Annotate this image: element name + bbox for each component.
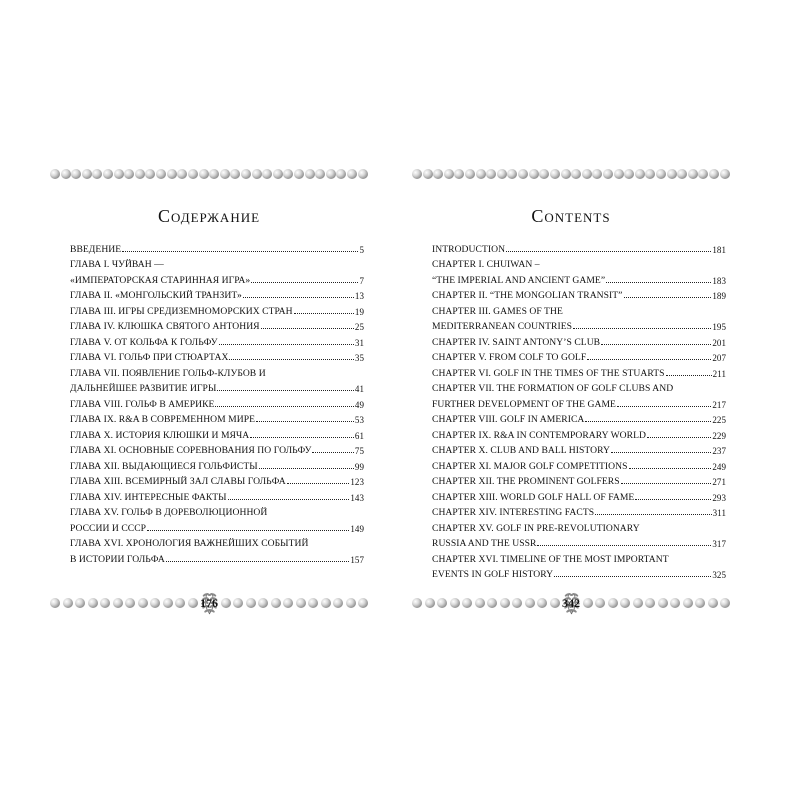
dot-leader [250,437,354,438]
pearl-bead-icon [150,598,160,608]
page-footer [50,590,368,616]
pearl-bead-icon [670,598,680,608]
pearl-bead-icon [138,598,148,608]
pearl-bead-icon [444,169,454,179]
dot-leader [147,530,349,531]
dot-leader [243,297,354,298]
toc-entry-title: ГЛАВА XII. ВЫДАЮЩИЕСЯ ГОЛЬФИСТЫ [70,460,258,472]
pearl-bead-icon [113,598,123,608]
toc-entry-page: 41 [354,384,364,394]
toc-entry [432,394,726,410]
pearl-bead-icon [462,598,472,608]
toc-entry [70,441,364,457]
pearl-bead-icon [88,598,98,608]
pearl-bead-icon [188,598,198,608]
dot-leader [261,328,354,329]
toc-entry-page: 19 [354,306,364,317]
toc-entry-page: 189 [712,291,726,301]
pearl-bead-icon [525,598,535,608]
pearl-bead-icon [608,598,618,608]
toc-entry-title: ГЛАВА XV. ГОЛЬФ В ДОРЕВОЛЮЦИОННОЙ [70,507,268,518]
table-of-contents [50,239,368,565]
toc-entry-page: 49 [354,399,364,410]
toc-entry-page: 311 [712,508,726,518]
pearl-bead-icon [603,169,613,179]
pearl-bead-icon [188,169,198,179]
right-page [412,160,730,610]
pearl-bead-icon [156,169,166,179]
footer-pearls-right [583,598,731,608]
dot-leader [624,297,712,298]
toc-entry-title: CHAPTER VI. GOLF IN THE TIMES OF THE STUARTS [432,367,665,379]
toc-entry-title: ГЛАВА VIII. ГОЛЬФ В АМЕРИКЕ [70,398,215,410]
dot-leader [617,406,711,407]
pearl-bead-icon [326,169,336,179]
toc-entry [70,348,364,364]
toc-entry-title: CHAPTER IX. R&A IN CONTEMPORARY WORLD [432,429,646,441]
pearl-bead-icon [167,169,177,179]
toc-entry-page: 229 [712,430,726,441]
pearl-bead-icon [537,598,547,608]
toc-entry [432,534,726,550]
dot-leader [587,359,711,360]
pearl-bead-icon [476,169,486,179]
pearl-bead-icon [273,169,283,179]
dot-leader [585,421,711,422]
pearl-bead-icon [61,169,71,179]
pearl-bead-icon [258,598,268,608]
pearl-bead-icon [124,169,134,179]
pearl-bead-icon [437,598,447,608]
toc-entry-title: ГЛАВА V. ОТ КОЛЬФА К ГОЛЬФУ [70,336,218,348]
toc-entry-page: 225 [712,415,726,425]
toc-entry [432,410,726,426]
toc-entry-title: ДАЛЬНЕЙШЕЕ РАЗВИТИЕ ИГРЫ [70,383,217,394]
toc-entry [432,503,726,519]
toc-entry [432,301,726,317]
dot-leader [573,328,711,329]
pearl-bead-icon [92,169,102,179]
toc-entry-title: В ИСТОРИИ ГОЛЬФА [70,553,165,565]
pearl-bead-icon [529,169,539,179]
toc-entry [432,472,726,488]
pearl-bead-icon [620,598,630,608]
toc-entry-page: 35 [354,353,364,363]
toc-entry [432,255,726,271]
pearl-bead-icon [695,598,705,608]
pearl-bead-icon [645,598,655,608]
toc-entry-title: ВВЕДЕНИЕ [70,243,122,255]
toc-entry [432,487,726,503]
toc-entry-title: ГЛАВА I. ЧУЙВАН — [70,259,164,270]
left-page [50,160,368,610]
pearl-bead-icon [271,598,281,608]
pearl-bead-icon [347,169,357,179]
toc-entry-page: 123 [350,477,364,487]
toc-entry [432,317,726,333]
pearl-bead-icon [221,598,231,608]
toc-entry-page: 99 [354,461,364,472]
page-number: 176 [200,595,218,610]
pearl-bead-icon [683,598,693,608]
toc-entry-title: CHAPTER XVI. TIMELINE OF THE MOST IMPORTANT [432,553,669,565]
pearl-bead-icon [475,598,485,608]
pearl-bead-icon [656,169,666,179]
page-footer [412,590,730,616]
toc-entry-title: ГЛАВА IV. КЛЮШКА СВЯТОГО АНТОНИЯ [70,321,260,332]
toc-entry-title: CHAPTER VIII. GOLF IN AMERICA [432,414,585,425]
pearl-bead-icon [454,169,464,179]
toc-entry-title: CHAPTER X. CLUB AND BALL HISTORY [432,445,611,456]
pearl-bead-icon [163,598,173,608]
toc-entry [70,518,364,534]
toc-entry-page: 149 [350,523,364,534]
pearl-bead-icon [412,598,422,608]
toc-entry [70,503,364,519]
toc-entry [432,441,726,457]
pearl-bead-icon [262,169,272,179]
pearl-bead-icon [633,598,643,608]
dot-leader [611,452,711,453]
pearl-bead-icon [667,169,677,179]
toc-entry-page: 143 [350,492,364,503]
dot-leader [166,561,349,562]
toc-entry [70,410,364,426]
pearl-bead-icon [283,598,293,608]
toc-entry-page: 5 [359,244,364,255]
pearl-bead-icon [614,169,624,179]
toc-entry [432,348,726,364]
pearl-bead-icon [698,169,708,179]
pearl-bead-icon [333,598,343,608]
pearl-bead-icon [500,598,510,608]
toc-entry [70,379,364,395]
pearl-bead-icon [315,169,325,179]
toc-entry-title: CHAPTER V. FROM COLF TO GOLF [432,352,587,363]
pearl-bead-icon [50,598,60,608]
toc-entry-title: EVENTS IN GOLF HISTORY [432,569,554,580]
dot-leader [256,421,354,422]
toc-entry-title: CHAPTER XV. GOLF IN PRE-REVOLUTIONARY [432,522,640,534]
toc-entry [70,317,364,333]
dot-leader [294,313,354,314]
pearl-bead-icon [550,598,560,608]
pearl-bead-icon [358,598,368,608]
dot-leader [537,545,711,546]
pearl-bead-icon [230,169,240,179]
dot-leader [259,468,354,469]
pearl-bead-icon [507,169,517,179]
toc-entry-title: CHAPTER XIV. INTERESTING FACTS [432,507,595,518]
toc-entry-page: 201 [712,337,726,348]
pearl-bead-icon [677,169,687,179]
page-number: 342 [562,595,580,610]
toc-entry [70,301,364,317]
pearl-bead-icon [688,169,698,179]
dot-leader [595,514,712,515]
dot-leader [621,483,712,484]
pearl-bead-icon [75,598,85,608]
toc-entry-page: 249 [712,461,726,472]
toc-entry-page: 317 [712,539,726,549]
toc-entry-page: 325 [712,570,726,580]
toc-entry-page: 195 [712,322,726,332]
toc-entry-title: FURTHER DEVELOPMENT OF THE GAME [432,398,616,410]
footer-pearls-left [50,598,198,608]
dot-leader [228,499,350,500]
pearl-bead-icon [358,169,368,179]
toc-entry-page: 211 [712,368,726,379]
pearl-bead-icon [518,169,528,179]
toc-entry [432,565,726,581]
pearl-bead-icon [220,169,230,179]
pearl-bead-icon [635,169,645,179]
toc-entry [70,363,364,379]
toc-entry-page: 25 [354,322,364,332]
toc-entry [432,456,726,472]
pearl-bead-icon [412,169,422,179]
pearl-bead-icon [550,169,560,179]
toc-entry [70,456,364,472]
pearl-bead-icon [425,598,435,608]
toc-entry [70,332,364,348]
pearl-bead-icon [305,169,315,179]
toc-entry-page: 183 [712,275,726,286]
toc-entry-page: 31 [354,337,364,348]
pearl-bead-icon [720,598,730,608]
toc-entry-page: 217 [712,399,726,410]
pearl-bead-icon [294,169,304,179]
pearl-bead-icon [71,169,81,179]
toc-entry [432,549,726,565]
pearl-bead-icon [592,169,602,179]
pearl-bead-icon [63,598,73,608]
toc-entry-page: 13 [354,291,364,301]
pearl-bead-icon [252,169,262,179]
pearl-bead-icon [321,598,331,608]
dot-leader [219,344,354,345]
toc-entry-page: 61 [354,430,364,441]
toc-entry-title: “THE IMPERIAL AND ANCIENT GAME” [432,274,606,286]
toc-entry [432,425,726,441]
pearl-bead-icon [561,169,571,179]
pearl-bead-icon [486,169,496,179]
pearl-bead-icon [583,598,593,608]
toc-entry-page: 157 [350,554,364,565]
toc-entry-title: MEDITERRANEAN COUNTRIES [432,321,572,332]
toc-entry-page: 271 [712,477,726,487]
pearl-bead-icon [125,598,135,608]
toc-entry-title: CHAPTER IV. SAINT ANTONY’S CLUB [432,336,601,348]
toc-entry [70,425,364,441]
pearl-bead-icon [708,598,718,608]
dot-leader [251,282,358,283]
pearl-bead-icon [241,169,251,179]
toc-entry-title: CHAPTER II. “THE MONGOLIAN TRANSIT” [432,290,623,301]
toc-entry-title: CHAPTER I. CHUIWAN – [432,259,540,270]
pearl-bead-icon [433,169,443,179]
pearl-bead-icon [709,169,719,179]
toc-entry-title: ГЛАВА X. ИСТОРИЯ КЛЮШКИ И МЯЧА [70,429,250,441]
footer-pearls-right [221,598,369,608]
pearl-bead-icon [103,169,113,179]
dot-leader [312,452,353,453]
pearl-bead-icon [423,169,433,179]
toc-entry [432,286,726,302]
toc-entry-title: INTRODUCTION [432,243,506,255]
footer-pearls-left [412,598,560,608]
toc-entry-title: ГЛАВА XIII. ВСЕМИРНЫЙ ЗАЛ СЛАВЫ ГОЛЬФА [70,476,286,487]
toc-entry [432,363,726,379]
dot-leader [554,576,711,577]
toc-entry-page: 181 [712,244,726,255]
toc-entry [70,549,364,565]
dot-leader [506,251,711,252]
top-pearl-border [412,167,730,181]
dot-leader [629,468,712,469]
toc-entry [70,487,364,503]
top-pearl-border [50,167,368,181]
pearl-bead-icon [209,169,219,179]
toc-entry [70,239,364,255]
toc-entry [70,394,364,410]
dot-leader [606,282,711,283]
pearl-bead-icon [175,598,185,608]
pearl-bead-icon [246,598,256,608]
toc-entry-title: CHAPTER VII. THE FORMATION OF GOLF CLUBS AND [432,383,674,394]
pearl-bead-icon [135,169,145,179]
pearl-bead-icon [114,169,124,179]
toc-entry-page: 207 [712,353,726,363]
toc-entry-title: RUSSIA AND THE USSR [432,538,537,549]
pearl-bead-icon [539,169,549,179]
toc-entry-title: CHAPTER III. GAMES OF THE [432,305,563,317]
toc-entry [432,270,726,286]
toc-entry [70,534,364,550]
dot-leader [229,359,353,360]
toc-entry-title: ГЛАВА XI. ОСНОВНЫЕ СОРЕВНОВАНИЯ ПО ГОЛЬФУ [70,445,312,456]
toc-entry [70,472,364,488]
toc-entry-page: 293 [712,492,726,503]
pearl-bead-icon [487,598,497,608]
pearl-bead-icon [82,169,92,179]
pearl-bead-icon [465,169,475,179]
toc-entry-title: ГЛАВА VI. ГОЛЬФ ПРИ СТЮАРТАХ [70,352,229,363]
toc-entry-title: CHAPTER XI. MAJOR GOLF COMPETITIONS [432,460,628,472]
pearl-bead-icon [571,169,581,179]
pearl-bead-icon [308,598,318,608]
pearl-bead-icon [199,169,209,179]
toc-entry [70,255,364,271]
dot-leader [635,499,711,500]
pearl-bead-icon [512,598,522,608]
pearl-bead-icon [283,169,293,179]
pearl-bead-icon [346,598,356,608]
pearl-bead-icon [100,598,110,608]
pearl-bead-icon [450,598,460,608]
pearl-bead-icon [645,169,655,179]
pearl-bead-icon [497,169,507,179]
dot-leader [287,483,350,484]
toc-entry-page: 237 [712,446,726,456]
toc-entry-title: ГЛАВА II. «МОНГОЛЬСКИЙ ТРАНЗИТ» [70,290,242,301]
pearl-bead-icon [624,169,634,179]
page-title: Contents [531,206,611,226]
page-title: Содержание [157,206,261,226]
dot-leader [601,344,711,345]
toc-entry-title: CHAPTER XII. THE PROMINENT GOLFERS [432,476,620,487]
toc-entry-title: ГЛАВА XIV. ИНТЕРЕСНЫЕ ФАКТЫ [70,491,227,503]
toc-entry [432,239,726,255]
pearl-bead-icon [720,169,730,179]
table-of-contents [412,239,730,580]
toc-entry-title: ГЛАВА VII. ПОЯВЛЕНИЕ ГОЛЬФ-КЛУБОВ И [70,367,266,379]
toc-entry-title: ГЛАВА XVI. ХРОНОЛОГИЯ ВАЖНЕЙШИХ СОБЫТИЙ [70,538,309,549]
toc-entry [432,332,726,348]
pearl-bead-icon [177,169,187,179]
toc-entry [432,379,726,395]
pearl-bead-icon [296,598,306,608]
pearl-bead-icon [145,169,155,179]
dot-leader [666,375,712,376]
pearl-bead-icon [582,169,592,179]
toc-entry-title: CHAPTER XIII. WORLD GOLF HALL OF FAME [432,491,635,503]
toc-entry-title: «ИМПЕРАТОРСКАЯ СТАРИННАЯ ИГРА» [70,274,251,286]
toc-entry-title: ГЛАВА III. ИГРЫ СРЕДИЗЕМНОМОРСКИХ СТРАН [70,305,293,317]
dot-leader [122,251,358,252]
dot-leader [647,437,711,438]
toc-entry [70,270,364,286]
page-number-emblem [198,590,221,616]
toc-entry-page: 75 [354,446,364,456]
page-number-emblem [560,590,583,616]
pearl-bead-icon [233,598,243,608]
toc-entry [70,286,364,302]
pearl-bead-icon [336,169,346,179]
dot-leader [217,390,354,391]
toc-entry-page: 53 [354,415,364,425]
pearl-bead-icon [658,598,668,608]
toc-entry-title: ГЛАВА IX. R&A В СОВРЕМЕННОМ МИРЕ [70,414,256,425]
toc-entry-title: РОССИИ И СССР [70,522,147,534]
toc-entry [432,518,726,534]
dot-leader [215,406,353,407]
pearl-bead-icon [50,169,60,179]
pearl-bead-icon [595,598,605,608]
toc-entry-page: 7 [359,275,364,286]
